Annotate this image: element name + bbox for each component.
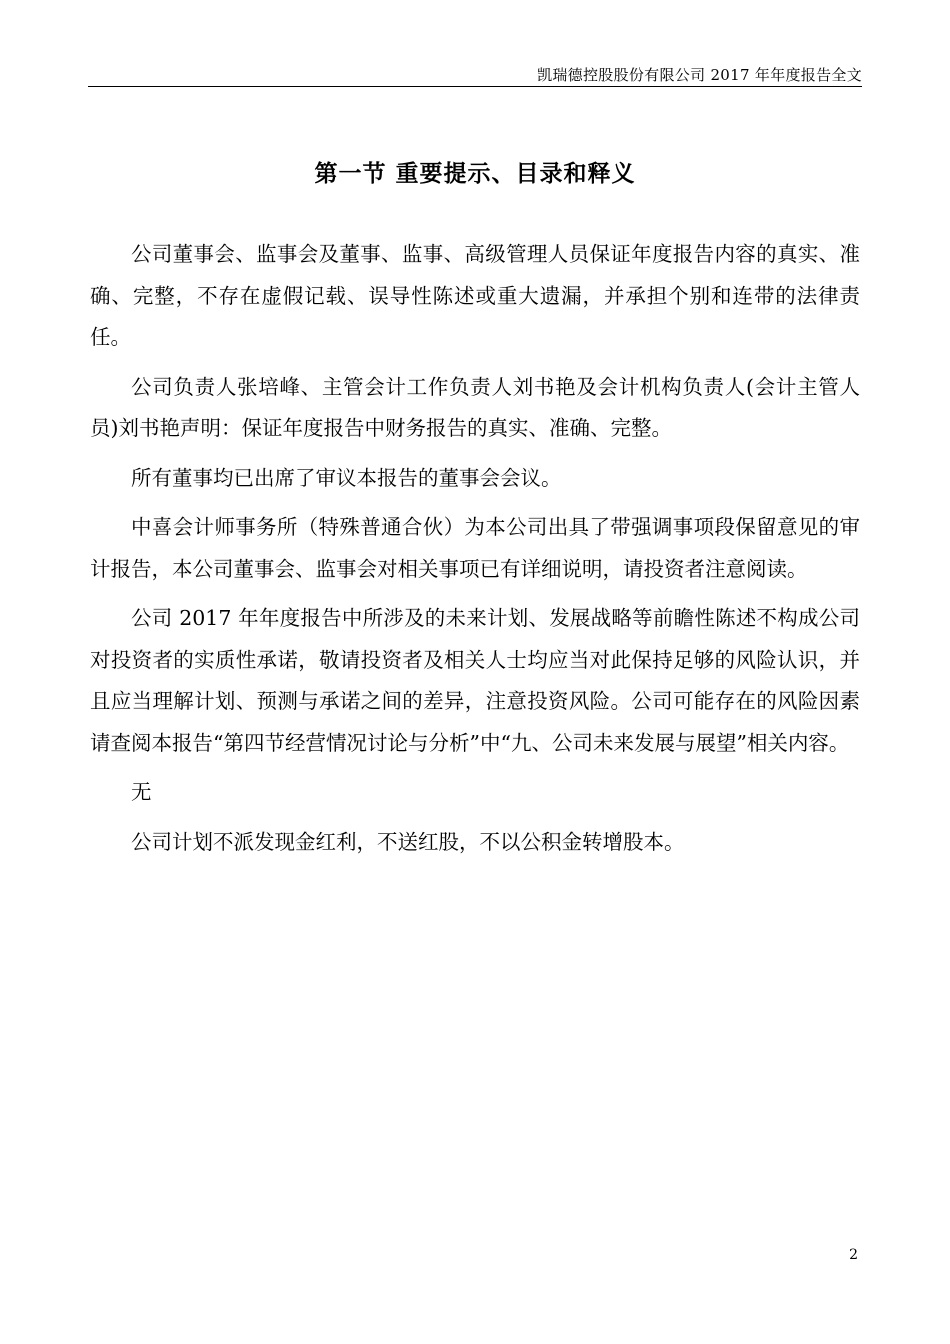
paragraph-responsible-persons: 公司负责人张培峰、主管会计工作负责人刘书艳及会计机构负责人(会计主管人员)刘书艳声明：保证年度报告中财务报告的真实、准确、完整。 — [90, 374, 860, 440]
header-divider — [88, 86, 862, 87]
paragraph-responsibility-statement: 公司董事会、监事会及董事、监事、高级管理人员保证年度报告内容的真实、准确、完整，不存在虚假记载、误导性陈述或重大遗漏，并承担个别和连带的法律责任。 — [90, 242, 860, 349]
paragraph-forward-looking: 公司 2017 年年度报告中所涉及的未来计划、发展战略等前瞻性陈述不构成公司对投资者的实质性承诺，敬请投资者及相关人士均应当对此保持足够的风险认识，并且应当理解计划、预测与承诺之间的差异，注意投资风险。公司可能存在的风险因素请查阅本报告“第四节经营情况讨论与分析”中“九、公司未来发展与展望”相关内容。 — [90, 606, 860, 755]
paragraph-board-attendance: 所有董事均已出席了审议本报告的董事会会议。 — [131, 465, 562, 490]
document-body — [90, 234, 860, 871]
paragraph-dividend-plan: 公司计划不派发现金红利，不送红股，不以公积金转增股本。 — [131, 829, 685, 854]
section-title: 第一节 重要提示、目录和释义 — [314, 160, 636, 187]
page-number: 2 — [849, 1247, 858, 1263]
running-header: 凯瑞德控股股份有限公司 2017 年年度报告全文 — [537, 66, 862, 84]
paragraph-audit-opinion: 中喜会计师事务所（特殊普通合伙）为本公司出具了带强调事项段保留意见的审计报告，本公司董事会、监事会对相关事项已有详细说明，请投资者注意阅读。 — [90, 515, 860, 581]
paragraph-none: 无 — [131, 780, 152, 804]
